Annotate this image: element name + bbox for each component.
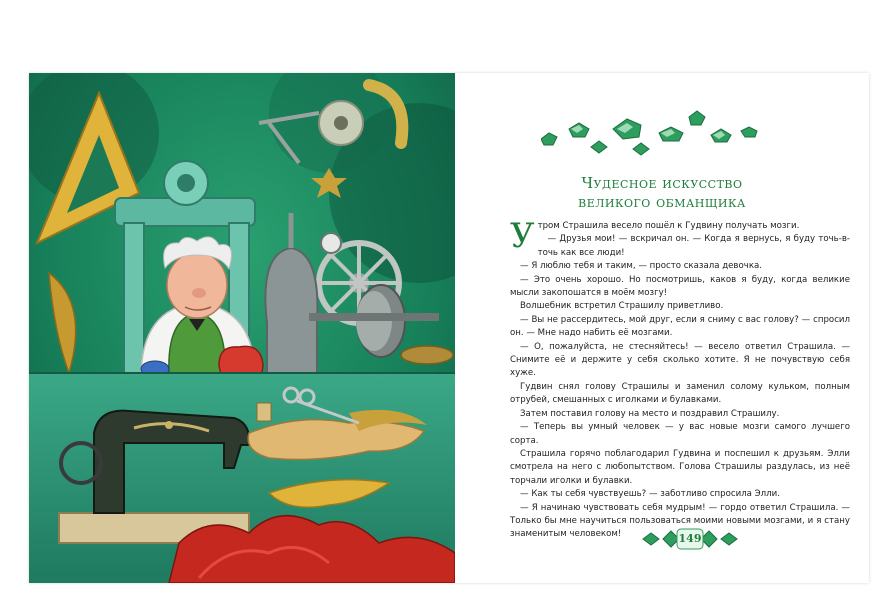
illustration-wizard-workshop	[29, 73, 455, 583]
gems-ornament	[541, 109, 771, 161]
page-number: 149	[678, 532, 702, 545]
paragraph-text: тром Страшила весело пошёл к Гудвину получать мозги.	[537, 221, 800, 231]
chapter-body	[510, 216, 850, 542]
chapter-title-line2: великого обманщика	[578, 193, 746, 211]
paragraph: — Я люблю тебя и таким, — просто сказала девочка.	[520, 261, 763, 272]
paragraph: — Это очень хорошо. Но посмотришь, каков я буду, когда великие мысли закопошатся в моём мозгу!	[510, 274, 850, 299]
paragraph: — Теперь вы умный человек — у вас новые мозги самого лучшего сорта.	[510, 422, 850, 446]
paragraph: Страшила горячо поблагодарил Гудвина и поспешил к друзьям. Элли смотрела на него с любопытством. Голова Страшилы раздулась, из неё торчали иголки и булавки.	[510, 448, 850, 486]
dropcap: У	[510, 216, 535, 256]
paragraph: Затем поставил голову на место и поздравил Страшилу.	[520, 408, 780, 419]
paragraph: Гудвин снял голову Страшилы и заменил солому кульком, полным отрубей, смешанных с иголками и булавками.	[510, 381, 850, 406]
paragraph: — Я начинаю чувствовать себя мудрым! — гордо ответил Страшила. — Только бы мне научиться пользоваться моими новыми мозгами, и я стану знаменитым человеком!	[510, 502, 850, 540]
paragraph: Волшебник встретил Страшилу приветливо.	[520, 301, 724, 312]
paragraph: — Как ты себя чувствуешь? — заботливо спросила Элли.	[520, 489, 780, 500]
paragraph: — О, пожалуйста, не стесняйтесь! — весело ответил Страшила. — Снимите её и держите у себя сколько хотите. Я не почувствую себя хуже.	[510, 341, 850, 379]
book-spread	[29, 73, 869, 583]
paragraph: — Друзья мои! — вскричал он. — Когда я вернусь, я буду точь-в-точь как все люди!	[537, 234, 850, 258]
illustration-page	[29, 73, 455, 583]
text-page	[455, 73, 869, 583]
chapter-title-line1: Чудесное искусство	[581, 174, 743, 192]
paragraph: — Вы не рассердитесь, мой друг, если я сниму с вас голову? — спросил он. — Мне надо набить её мозгами.	[510, 314, 850, 339]
